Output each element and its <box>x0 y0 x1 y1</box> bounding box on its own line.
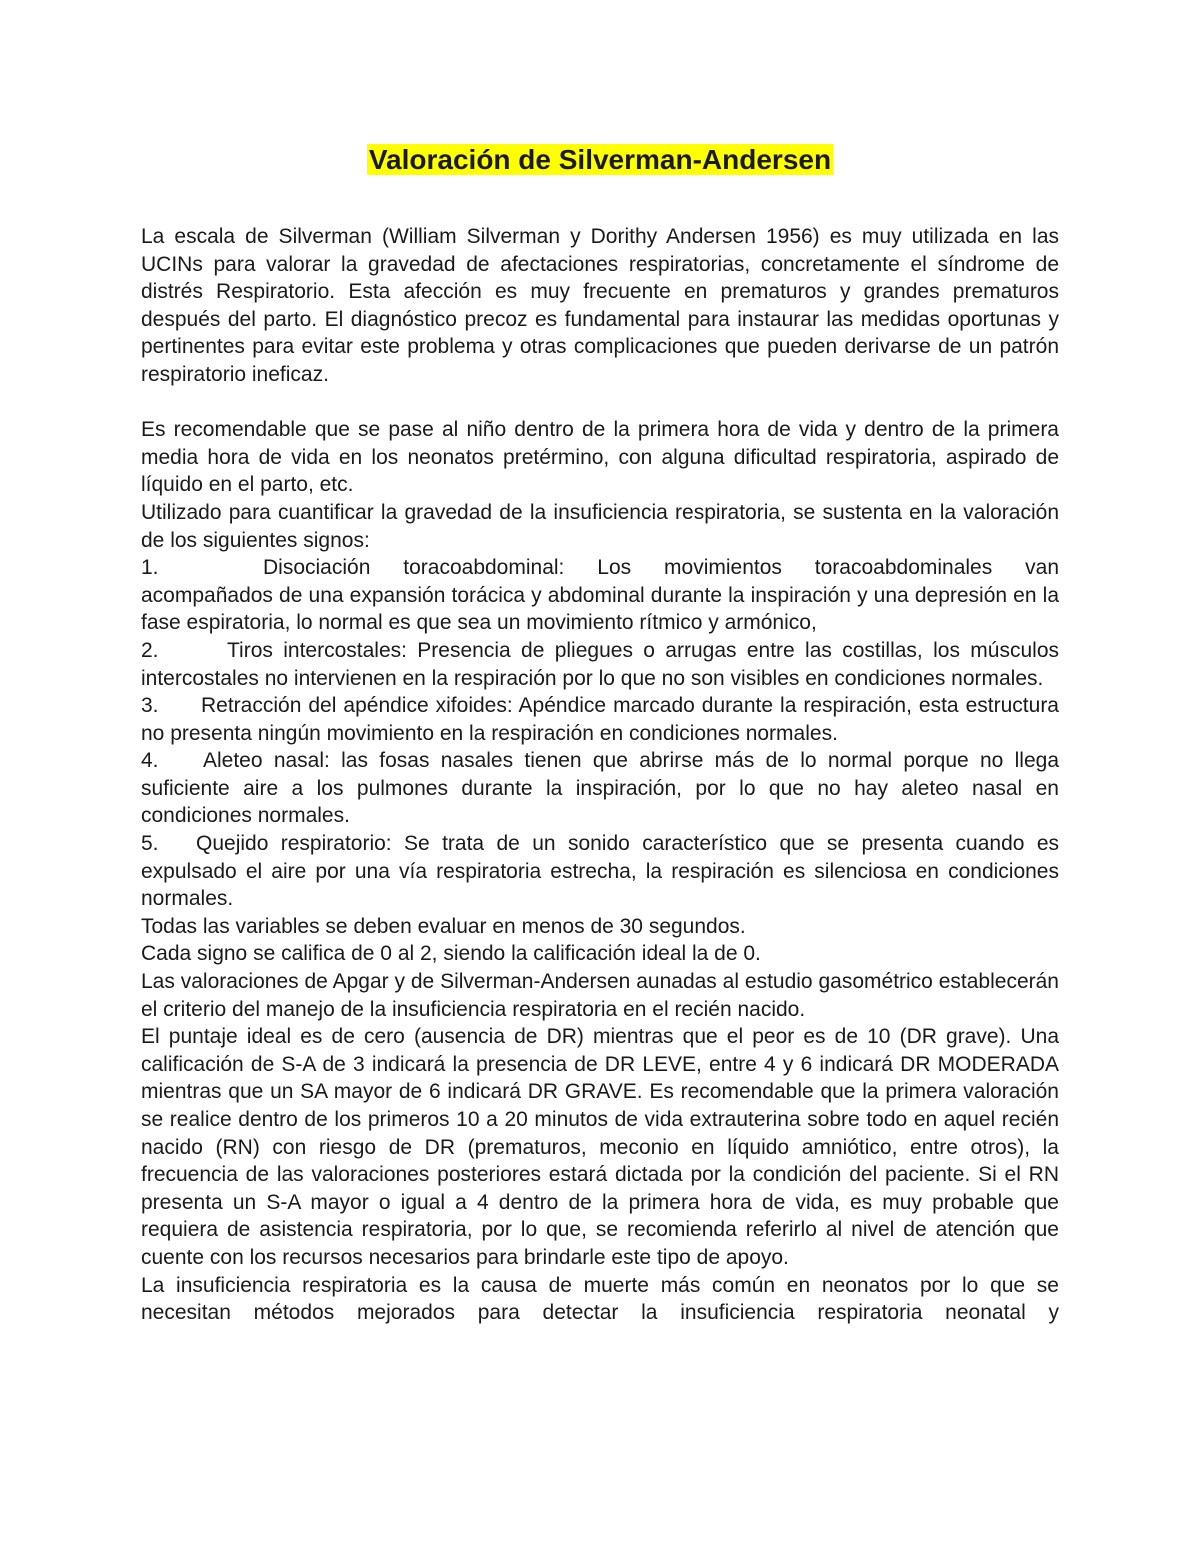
sign-text: Tiros intercostales: Presencia de pliegues o arrugas entre las costillas, los músculos intercostales no intervienen en la respiración por lo que no son visibles en condiciones normales. <box>141 638 1059 690</box>
sign-item-3 <box>141 692 1059 747</box>
sign-number: 1. <box>141 556 159 580</box>
document-title: Valoración de Silverman-Andersen <box>368 144 832 175</box>
document-page <box>141 140 1059 1327</box>
usage-paragraph: Utilizado para cuantificar la gravedad de la insuficiencia respiratoria, se sustenta en la valoración de los siguientes signos: <box>141 500 1059 552</box>
closing-paragraph: La insuficiencia respiratoria es la causa de muerte más común en neonatos por lo que se necesitan métodos mejorados para detectar la insuficiencia respiratoria neonatal y <box>141 1273 1059 1325</box>
sign-item-4 <box>141 747 1059 830</box>
apgar-paragraph: Las valoraciones de Apgar y de Silverman-Andersen aunadas al estudio gasométrico establecerán el criterio del manejo de la insuficiencia respiratoria en el recién nacido. <box>141 970 1059 1021</box>
sign-text: Quejido respiratorio: Se trata de un sonido característico que se presenta cuando es expulsado el aire por una vía respiratoria estrecha, la respiración es silenciosa en condiciones normales. <box>141 832 1059 911</box>
document-body <box>141 223 1059 1327</box>
sign-item-2 <box>141 637 1059 692</box>
sign-text: Retracción del apéndice xifoides: Apéndice marcado durante la respiración, esta estructura no presenta ningún movimiento en la respiración en condiciones normales. <box>141 694 1059 745</box>
time-paragraph: Todas las variables se deben evaluar en menos de 30 segundos. <box>141 914 746 938</box>
sign-number: 2. <box>141 638 159 662</box>
sign-item-1 <box>141 554 1059 637</box>
sign-text: Aleteo nasal: las fosas nasales tienen que abrirse más de lo normal porque no llega suficiente aire a los pulmones durante la inspiración, por lo que no hay aleteo nasal en condiciones normales. <box>141 749 1059 828</box>
paragraph-spacer <box>141 389 1059 417</box>
title-block <box>141 140 1059 185</box>
sign-item-5 <box>141 830 1059 913</box>
intro-paragraph: La escala de Silverman (William Silverman y Dorithy Andersen 1956) es muy utilizada en las UCINs para valorar la gravedad de afectaciones respiratorias, concretamente el síndrome de distrés Respiratorio. Esta afección es muy frecuente en prematuros y grandes prematuros después del parto. El diagnóstico precoz es fundamental para instaurar las medidas oportunas y pertinentes para evitar este problema y otras complicaciones que pueden derivarse de un patrón respiratorio ineficaz. <box>141 225 1059 386</box>
scoring-paragraph: Cada signo se califica de 0 al 2, siendo la calificación ideal la de 0. <box>141 942 761 966</box>
sign-number: 3. <box>141 694 159 718</box>
ideal-score-paragraph: El puntaje ideal es de cero (ausencia de DR) mientras que el peor es de 10 (DR grave). Una calificación de S-A de 3 indicará la presencia de DR LEVE, entre 4 y 6 indicará DR MODERADA mientras que un SA mayor de 6 indicará DR GRAVE. Es recomendable que la primera valoración se realice dentro de los primeros 10 a 20 minutos de vida extrauterina sobre todo en aquel recién nacido (RN) con riesgo de DR (prematuros, meconio en líquido amniótico, entre otros), la frecuencia de las valoraciones posteriores estará dictada por la condición del paciente. Si el RN presenta un S-A mayor o igual a 4 dentro de la primera hora de vida, es muy probable que requiera de asistencia respiratoria, por lo que, se recomienda referirlo al nivel de atención que cuente con los recursos necesarios para brindarle este tipo de apoyo. <box>141 1025 1059 1269</box>
sign-number: 4. <box>141 749 159 773</box>
recommendation-paragraph: Es recomendable que se pase al niño dentro de la primera hora de vida y dentro de la primera media hora de vida en los neonatos pretérmino, con alguna dificultad respiratoria, aspirado de líquido en el parto, etc. <box>141 418 1059 497</box>
sign-number: 5. <box>141 832 159 856</box>
sign-text: Disociación toracoabdominal: Los movimientos toracoabdominales van acompañados de una expansión torácica y abdominal durante la inspiración y una depresión en la fase espiratoria, lo normal es que sea un movimiento rítmico y armónico, <box>141 556 1059 635</box>
